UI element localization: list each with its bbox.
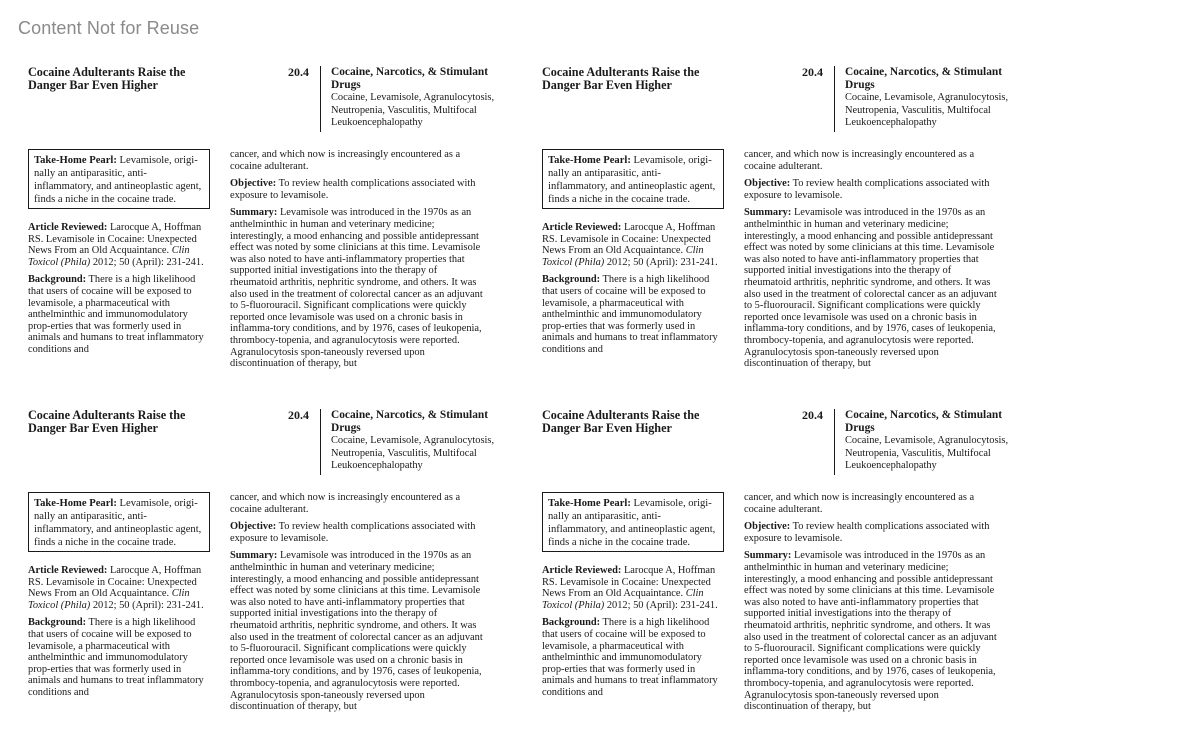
watermark-text: Content Not for Reuse <box>18 18 200 38</box>
category-keywords: Cocaine, Levamisole, Agranulocytosis, Neutropenia, Vasculitis, Multifocal Leukoencephalopathy <box>331 435 495 472</box>
reviewed-cite: 2012; 50 (April): 231-241. <box>90 256 204 268</box>
objective-label: Objective: <box>744 521 791 533</box>
pearl-label: Take-Home Pearl: <box>34 155 117 166</box>
pearl-text: Levamisole, origi-nally an antiparasitic, anti-inflammatory, and antineoplastic agent, finds a niche in the cocaine trade. <box>548 498 716 548</box>
reviewed-text: Larocque A, Hoffman RS. Levamisole in Cocaine: Unexpected News From an Old Acquaintance. <box>542 565 716 600</box>
article-title-line1: Cocaine Adulterants Raise the <box>542 408 700 422</box>
background-text: There is a high likelihood that users of cocaine will be exposed to levamisole, a pharmaceutical with anthelminthic and immunomodulatory prop-erties that was formerly used in animals and humans to treat inflammatory conditions and <box>28 274 204 355</box>
article-title-line2: Danger Bar Even Higher <box>28 78 158 92</box>
article-card-4 <box>542 408 1022 713</box>
pearl-label: Take-Home Pearl: <box>34 498 117 509</box>
article-title <box>542 66 727 92</box>
summary-label: Summary: <box>230 207 278 219</box>
objective-text: To review health complications associated with exposure to levamisole. <box>744 178 990 201</box>
left-column <box>28 565 212 705</box>
category-block <box>331 66 496 130</box>
article-title <box>28 409 213 435</box>
article-title-line1: Cocaine Adulterants Raise the <box>28 408 186 422</box>
pearl-text: Levamisole, origi-nally an antiparasitic, anti-inflammatory, and antineoplastic agent, finds a niche in the cocaine trade. <box>34 498 202 548</box>
right-column <box>230 149 486 376</box>
reviewed-label: Article Reviewed: <box>28 222 108 233</box>
summary-text: Levamisole was introduced in the 1970s as an anthelminthic in human and veterinary medicine; interestingly, a mood enhancing and possible antidepressant effect was noted by some clinicians at this time. Levamisole was also noted to have anti-inflammatory properties that supported initial investigations into the therapy of rheumatoid arthritis, nephritic syndrome, and others. It was also used in the treatment of colorectal cancer as an adjuvant to 5-fluorouracil. Significant complications were quickly reported once levamisole was used on a chronic basis in inflamma-tory conditions, and by 1976, cases of leukopenia, thrombocy-topenia, and agranulocytosis were reported. Agranulocytosis spon-taneously reversed upon discontinuation of therapy, but <box>230 207 483 370</box>
background-paragraph <box>28 274 212 355</box>
background-paragraph <box>28 617 212 698</box>
background-paragraph <box>542 617 726 698</box>
background-paragraph <box>542 274 726 355</box>
header-divider <box>320 409 321 475</box>
category-title: Cocaine, Narcotics, & Stimulant Drugs <box>331 66 489 91</box>
article-title <box>28 66 213 92</box>
continued-paragraph: cancer, and which now is increasingly encountered as a cocaine adulterant. <box>230 149 461 172</box>
background-label: Background: <box>542 617 601 629</box>
right-column <box>744 149 1000 376</box>
summary-label: Summary: <box>744 207 792 219</box>
section-number: 20.4 <box>802 65 823 79</box>
objective-label: Objective: <box>230 521 277 533</box>
background-label: Background: <box>28 274 87 286</box>
reviewed-journal: Clin Toxicol (Phila) <box>28 588 190 611</box>
article-card-3 <box>28 408 508 713</box>
reviewed-text: Larocque A, Hoffman RS. Levamisole in Cocaine: Unexpected News From an Old Acquaintance. <box>542 222 716 257</box>
take-home-pearl-box <box>28 149 210 209</box>
article-title <box>542 409 727 435</box>
category-keywords: Cocaine, Levamisole, Agranulocytosis, Neutropenia, Vasculitis, Multifocal Leukoencephalopathy <box>331 92 495 129</box>
objective-text: To review health complications associated with exposure to levamisole. <box>230 521 476 544</box>
header-divider <box>834 66 835 132</box>
left-column <box>28 222 212 362</box>
category-block <box>331 409 496 473</box>
reviewed-text: Larocque A, Hoffman RS. Levamisole in Cocaine: Unexpected News From an Old Acquaintance. <box>28 222 202 257</box>
summary-text: Levamisole was introduced in the 1970s as an anthelminthic in human and veterinary medicine; interestingly, a mood enhancing and possible antidepressant effect was noted by some clinicians at this time. Levamisole was also noted to have anti-inflammatory properties that supported initial investigations into the therapy of rheumatoid arthritis, nephritic syndrome, and others. It was also used in the treatment of colorectal cancer as an adjuvant to 5-fluorouracil. Significant complications were quickly reported once levamisole was used on a chronic basis in inflamma-tory conditions, and by 1976, cases of leukopenia, thrombocy-topenia, and agranulocytosis were reported. Agranulocytosis spon-taneously reversed upon discontinuation of therapy, but <box>744 207 997 370</box>
pearl-text: Levamisole, origi-nally an antiparasitic, anti-inflammatory, and antineoplastic agent, finds a niche in the cocaine trade. <box>548 155 716 205</box>
reviewed-journal: Clin Toxicol (Phila) <box>542 245 704 268</box>
category-block <box>845 66 1010 130</box>
article-title-line2: Danger Bar Even Higher <box>542 421 672 435</box>
category-title: Cocaine, Narcotics, & Stimulant Drugs <box>845 409 1003 434</box>
background-label: Background: <box>542 274 601 286</box>
pearl-text: Levamisole, origi-nally an antiparasitic, anti-inflammatory, and antineoplastic agent, finds a niche in the cocaine trade. <box>34 155 202 205</box>
summary-label: Summary: <box>744 550 792 562</box>
objective-text: To review health complications associated with exposure to levamisole. <box>744 521 990 544</box>
right-column <box>744 492 1000 719</box>
continued-paragraph: cancer, and which now is increasingly encountered as a cocaine adulterant. <box>230 492 461 515</box>
background-text: There is a high likelihood that users of cocaine will be exposed to levamisole, a pharmaceutical with anthelminthic and immunomodulatory prop-erties that was formerly used in animals and humans to treat inflammatory conditions and <box>542 617 718 698</box>
reviewed-label: Article Reviewed: <box>542 565 622 576</box>
summary-paragraph <box>230 207 486 369</box>
reviewed-cite: 2012; 50 (April): 231-241. <box>604 256 718 268</box>
article-title-line2: Danger Bar Even Higher <box>28 421 158 435</box>
continued-paragraph: cancer, and which now is increasingly encountered as a cocaine adulterant. <box>744 492 975 515</box>
take-home-pearl-box <box>542 149 724 209</box>
objective-paragraph <box>744 178 1000 201</box>
reviewed-label: Article Reviewed: <box>542 222 622 233</box>
reviewed-text: Larocque A, Hoffman RS. Levamisole in Cocaine: Unexpected News From an Old Acquaintance. <box>28 565 202 600</box>
article-reviewed <box>542 565 726 611</box>
objective-paragraph <box>744 521 1000 544</box>
article-reviewed <box>542 222 726 268</box>
summary-text: Levamisole was introduced in the 1970s as an anthelminthic in human and veterinary medicine; interestingly, a mood enhancing and possible antidepressant effect was noted by some clinicians at this time. Levamisole was also noted to have anti-inflammatory properties that supported initial investigations into the therapy of rheumatoid arthritis, nephritic syndrome, and others. It was also used in the treatment of colorectal cancer as an adjuvant to 5-fluorouracil. Significant complications were quickly reported once levamisole was used on a chronic basis in inflamma-tory conditions, and by 1976, cases of leukopenia, thrombocy-topenia, and agranulocytosis were reported. Agranulocytosis spon-taneously reversed upon discontinuation of therapy, but <box>744 550 997 713</box>
left-column <box>542 565 726 705</box>
take-home-pearl-box <box>542 492 724 552</box>
header-divider <box>320 66 321 132</box>
continued-paragraph: cancer, and which now is increasingly encountered as a cocaine adulterant. <box>744 149 975 172</box>
pearl-label: Take-Home Pearl: <box>548 155 631 166</box>
objective-label: Objective: <box>230 178 277 190</box>
category-title: Cocaine, Narcotics, & Stimulant Drugs <box>845 66 1003 91</box>
background-label: Background: <box>28 617 87 629</box>
summary-paragraph <box>230 550 486 712</box>
section-number: 20.4 <box>288 65 309 79</box>
category-block <box>845 409 1010 473</box>
article-title-line1: Cocaine Adulterants Raise the <box>28 65 186 79</box>
summary-text: Levamisole was introduced in the 1970s as an anthelminthic in human and veterinary medicine; interestingly, a mood enhancing and possible antidepressant effect was noted by some clinicians at this time. Levamisole was also noted to have anti-inflammatory properties that supported initial investigations into the therapy of rheumatoid arthritis, nephritic syndrome, and others. It was also used in the treatment of colorectal cancer as an adjuvant to 5-fluorouracil. Significant complications were quickly reported once levamisole was used on a chronic basis in inflamma-tory conditions, and by 1976, cases of leukopenia, thrombocy-topenia, and agranulocytosis were reported. Agranulocytosis spon-taneously reversed upon discontinuation of therapy, but <box>230 550 483 713</box>
reviewed-label: Article Reviewed: <box>28 565 108 576</box>
reviewed-journal: Clin Toxicol (Phila) <box>542 588 704 611</box>
background-text: There is a high likelihood that users of cocaine will be exposed to levamisole, a pharmaceutical with anthelminthic and immunomodulatory prop-erties that was formerly used in animals and humans to treat inflammatory conditions and <box>28 617 204 698</box>
objective-paragraph <box>230 178 486 201</box>
pearl-label: Take-Home Pearl: <box>548 498 631 509</box>
article-card-2 <box>542 65 1022 370</box>
summary-paragraph <box>744 207 1000 369</box>
reviewed-cite: 2012; 50 (April): 231-241. <box>90 599 204 611</box>
right-column <box>230 492 486 719</box>
summary-label: Summary: <box>230 550 278 562</box>
category-keywords: Cocaine, Levamisole, Agranulocytosis, Neutropenia, Vasculitis, Multifocal Leukoencephalopathy <box>845 435 1009 472</box>
header-divider <box>834 409 835 475</box>
article-card-1 <box>28 65 508 370</box>
article-title-line2: Danger Bar Even Higher <box>542 78 672 92</box>
take-home-pearl-box <box>28 492 210 552</box>
objective-paragraph <box>230 521 486 544</box>
article-reviewed <box>28 565 212 611</box>
article-reviewed <box>28 222 212 268</box>
reviewed-cite: 2012; 50 (April): 231-241. <box>604 599 718 611</box>
summary-paragraph <box>744 550 1000 712</box>
background-text: There is a high likelihood that users of cocaine will be exposed to levamisole, a pharmaceutical with anthelminthic and immunomodulatory prop-erties that was formerly used in animals and humans to treat inflammatory conditions and <box>542 274 718 355</box>
objective-label: Objective: <box>744 178 791 190</box>
section-number: 20.4 <box>288 408 309 422</box>
reviewed-journal: Clin Toxicol (Phila) <box>28 245 190 268</box>
objective-text: To review health complications associated with exposure to levamisole. <box>230 178 476 201</box>
section-number: 20.4 <box>802 408 823 422</box>
category-keywords: Cocaine, Levamisole, Agranulocytosis, Neutropenia, Vasculitis, Multifocal Leukoencephalopathy <box>845 92 1009 129</box>
left-column <box>542 222 726 362</box>
article-title-line1: Cocaine Adulterants Raise the <box>542 65 700 79</box>
category-title: Cocaine, Narcotics, & Stimulant Drugs <box>331 409 489 434</box>
